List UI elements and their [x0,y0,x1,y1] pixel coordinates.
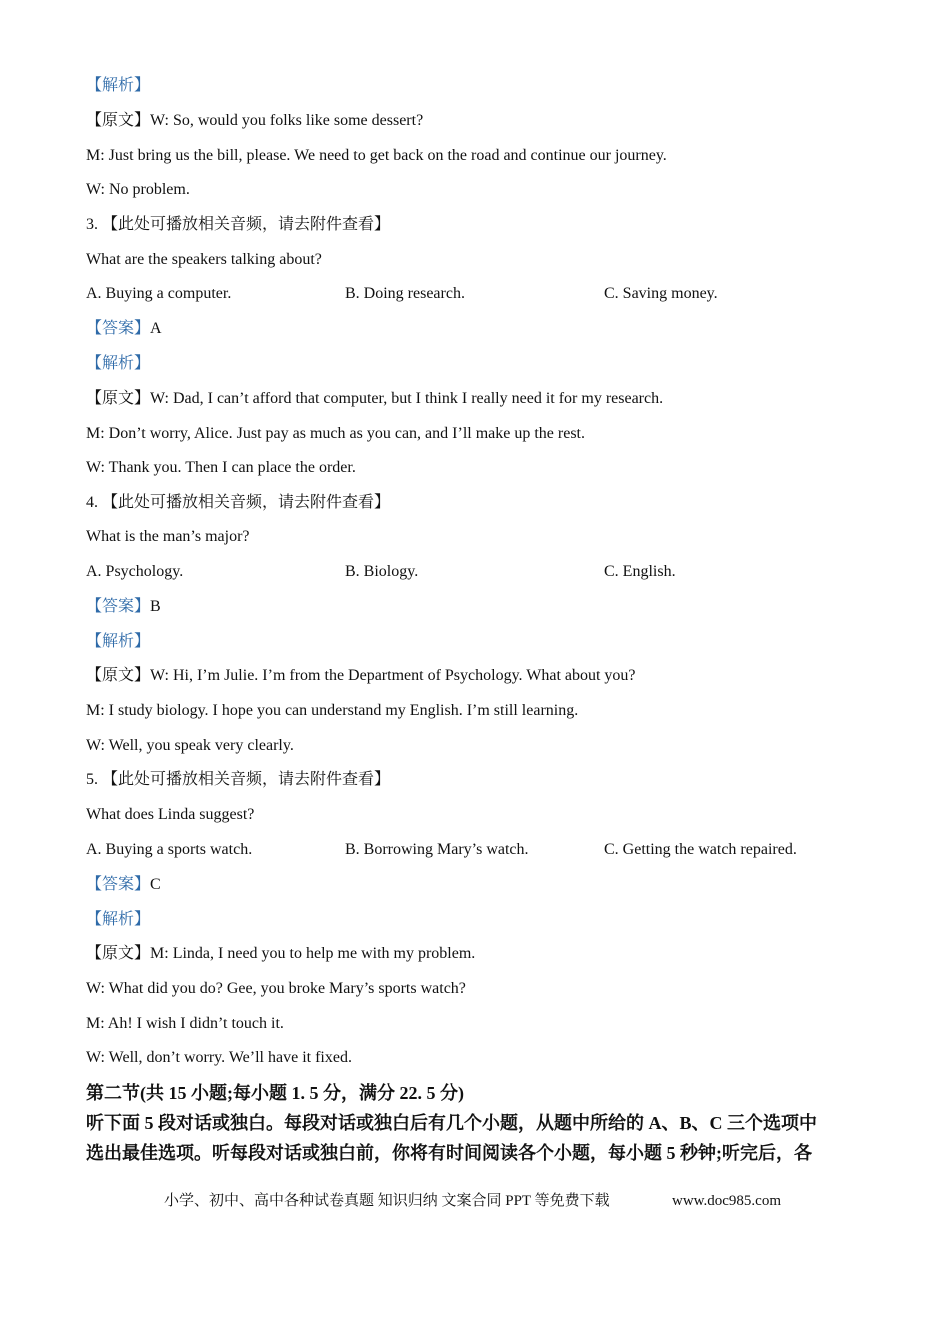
section-instructions-line: 听下面 5 段对话或独白。每段对话或独白后有几个小题，从题中所给的 A、B、C 三个选项中 [86,1113,817,1133]
analysis-tag: 【解析】 [86,77,151,94]
transcript-line: W: No problem. [86,181,190,198]
question-prompt: What are the speakers talking about? [86,251,322,268]
question-header: 3. 【此处可播放相关音频，请去附件查看】 [86,216,391,233]
transcript-line: W: Well, you speak very clearly. [86,737,294,754]
transcript-line: M: Ah! I wish I didn’t touch it. [86,1015,284,1032]
option-c: C. Saving money. [604,285,718,302]
transcript-line: 【原文】W: Hi, I’m Julie. I’m from the Department of Psychology. What about you? [86,667,636,684]
option-a: A. Psychology. [86,563,184,580]
option-c: C. Getting the watch repaired. [604,841,797,858]
transcript-line: W: Thank you. Then I can place the order. [86,459,356,476]
option-a: A. Buying a computer. [86,285,232,302]
answer-line: 【答案】B [86,598,161,615]
question-prompt: What does Linda suggest? [86,806,255,823]
option-b: B. Borrowing Mary’s watch. [345,841,529,858]
transcript-line: M: Just bring us the bill, please. We need to get back on the road and continue our journey. [86,147,667,164]
footer-url[interactable]: www.doc985.com [672,1193,782,1209]
transcript-line: M: I study biology. I hope you can understand my English. I’m still learning. [86,702,579,719]
transcript-line: M: Don’t worry, Alice. Just pay as much as you can, and I’ll make up the rest. [86,425,585,442]
option-c: C. English. [604,563,676,580]
answer-line: 【答案】C [86,876,161,893]
option-b: B. Doing research. [345,285,465,302]
section-title: 第二节(共 15 小题;每小题 1. 5 分，满分 22. 5 分) [86,1083,464,1103]
transcript-line: 【原文】W: Dad, I can’t afford that computer, but I think I really need it for my research. [86,390,664,407]
transcript-line: 【原文】M: Linda, I need you to help me with my problem. [86,945,476,962]
answer-line: 【答案】A [86,320,162,337]
transcript-line: 【原文】W: So, would you folks like some dessert? [86,112,424,129]
section-instructions-line: 选出最佳选项。听每段对话或独白前，你将有时间阅读各个小题，每小题 5 秒钟;听完后，各 [86,1143,812,1163]
option-b: B. Biology. [345,563,419,580]
option-a: A. Buying a sports watch. [86,841,253,858]
analysis-tag: 【解析】 [86,911,151,928]
transcript-line: W: Well, don’t worry. We’ll have it fixed. [86,1049,352,1066]
question-header: 4. 【此处可播放相关音频，请去附件查看】 [86,494,391,511]
question-prompt: What is the man’s major? [86,528,250,545]
analysis-tag: 【解析】 [86,355,151,372]
analysis-tag: 【解析】 [86,633,151,650]
question-header: 5. 【此处可播放相关音频，请去附件查看】 [86,771,391,788]
footer-text: 小学、初中、高中各种试卷真题 知识归纳 文案合同 PPT 等免费下载 [164,1193,610,1209]
transcript-line: W: What did you do? Gee, you broke Mary’s sports watch? [86,980,466,997]
